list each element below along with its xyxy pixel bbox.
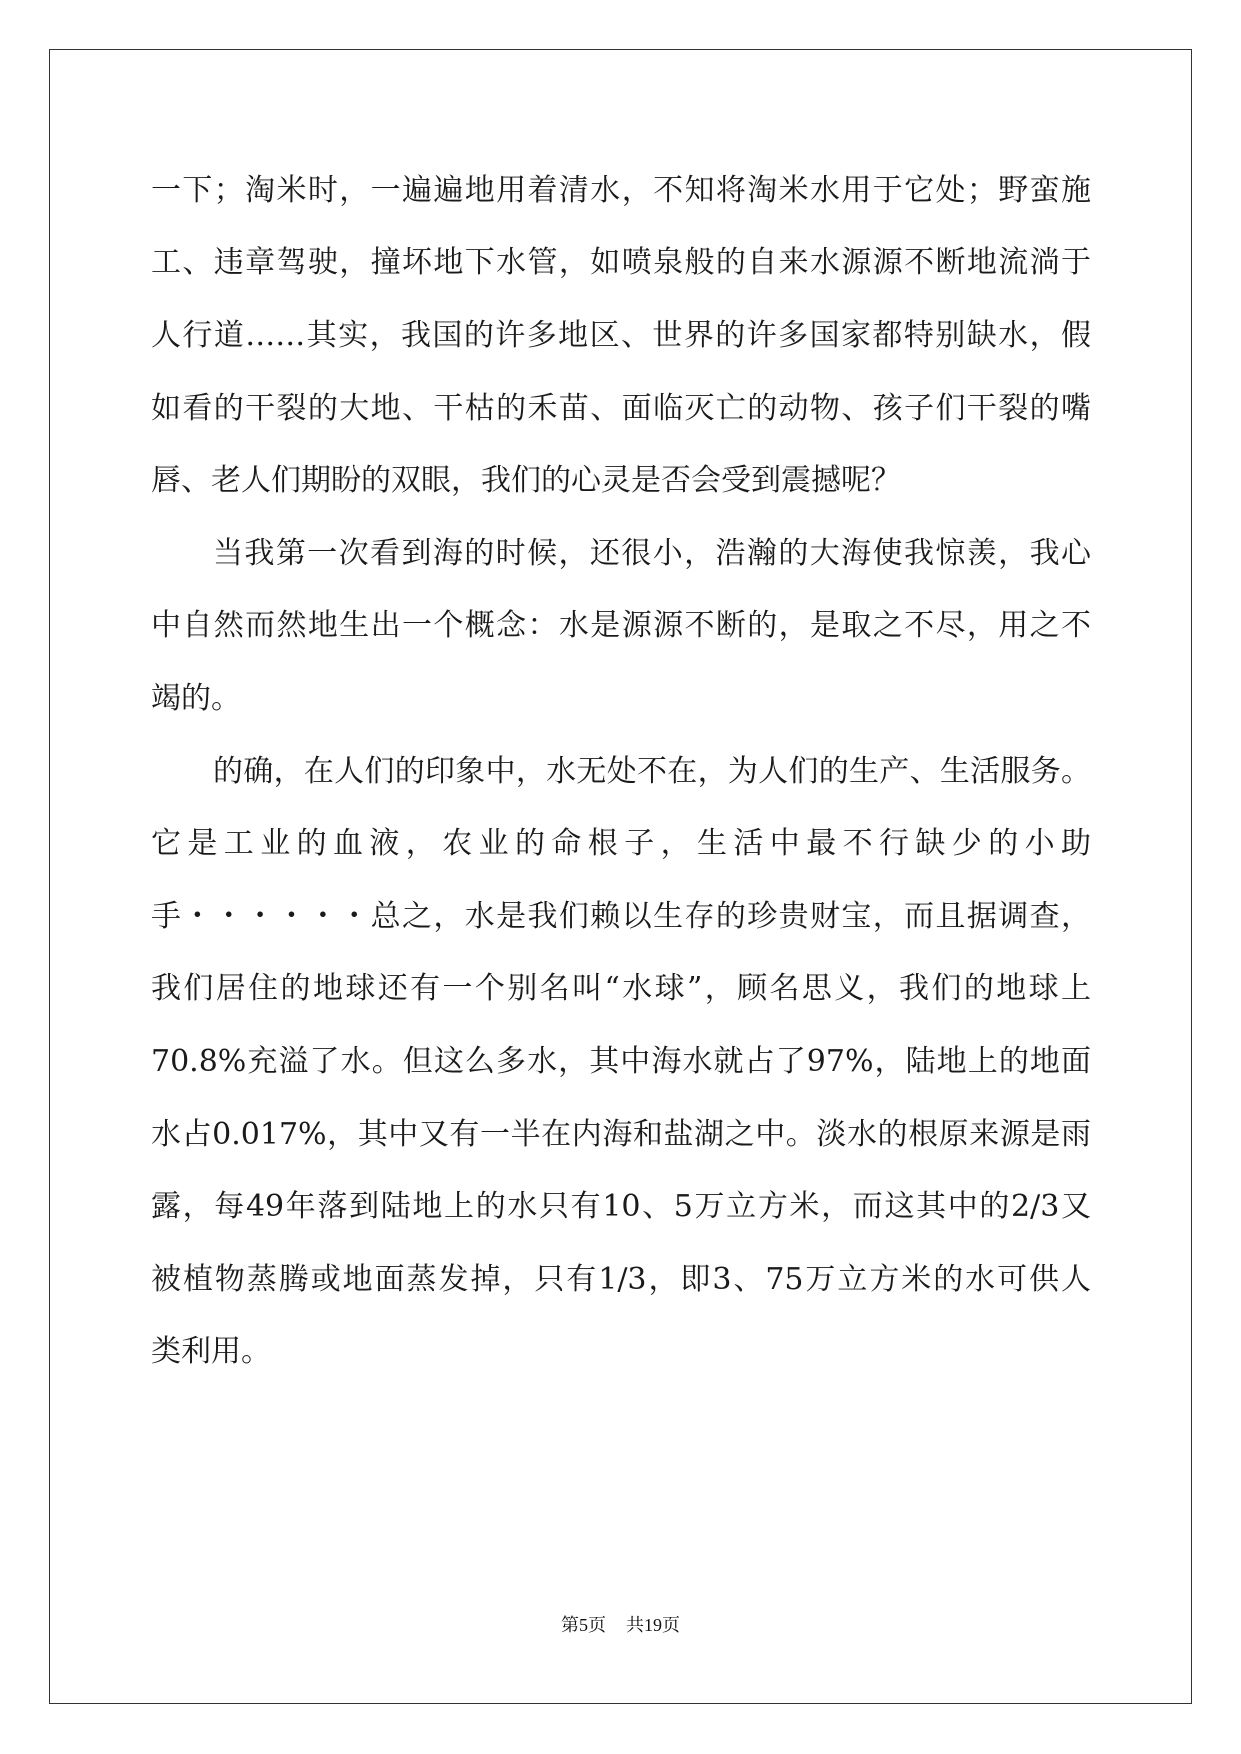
text-line: 它是工业的血液，农业的命根子，生活中最不行缺少的小助 [151,826,1091,861]
page-number: 第5页 [561,1615,606,1635]
text-line: 唇、老人们期盼的双眼，我们的心灵是否会受到震撼呢？ [151,463,901,498]
text-line: 70.8%充溢了水。但这么多水，其中海水就占了97%，陆地上的地面 [151,1044,1091,1079]
text-line: 露，每49年落到陆地上的水只有10、5万立方米，而这其中的2/3又 [151,1189,1091,1224]
text-line: 中自然而然地生出一个概念：水是源源不断的，是取之不尽，用之不 [151,608,1091,643]
page-footer [0,1610,1241,1640]
page-total: 共19页 [626,1615,680,1635]
text-line: 竭的。 [151,681,241,716]
text-line: 我们居住的地球还有一个别名叫“水球”，顾名思义，我们的地球上 [151,971,1091,1006]
text-line: 被植物蒸腾或地面蒸发掉，只有1/3，即3、75万立方米的水可供人 [151,1262,1091,1297]
text-line: 水占0.017%，其中又有一半在内海和盐湖之中。淡水的根原来源是雨 [151,1117,1091,1152]
text-line: 如看的干裂的大地、干枯的禾苗、面临灭亡的动物、孩子们干裂的嘴 [151,391,1091,426]
text-line: 工、违章驾驶，撞坏地下水管，如喷泉般的自来水源源不断地流淌于 [151,245,1091,280]
text-line: 当我第一次看到海的时候，还很小，浩瀚的大海使我惊羡，我心 [213,536,1091,571]
text-line: 人行道……其实，我国的许多地区、世界的许多国家都特别缺水，假 [151,318,1091,353]
text-line: 的确，在人们的印象中，水无处不在，为人们的生产、生活服务。 [213,754,1091,789]
page-border [49,49,1192,1704]
text-line: 类利用。 [151,1334,271,1369]
text-line: 一下；淘米时，一遍遍地用着清水，不知将淘米水用于它处；野蛮施 [151,173,1091,208]
text-line: 手・・・・・・总之，水是我们赖以生存的珍贵财宝，而且据调查， [151,899,1091,934]
